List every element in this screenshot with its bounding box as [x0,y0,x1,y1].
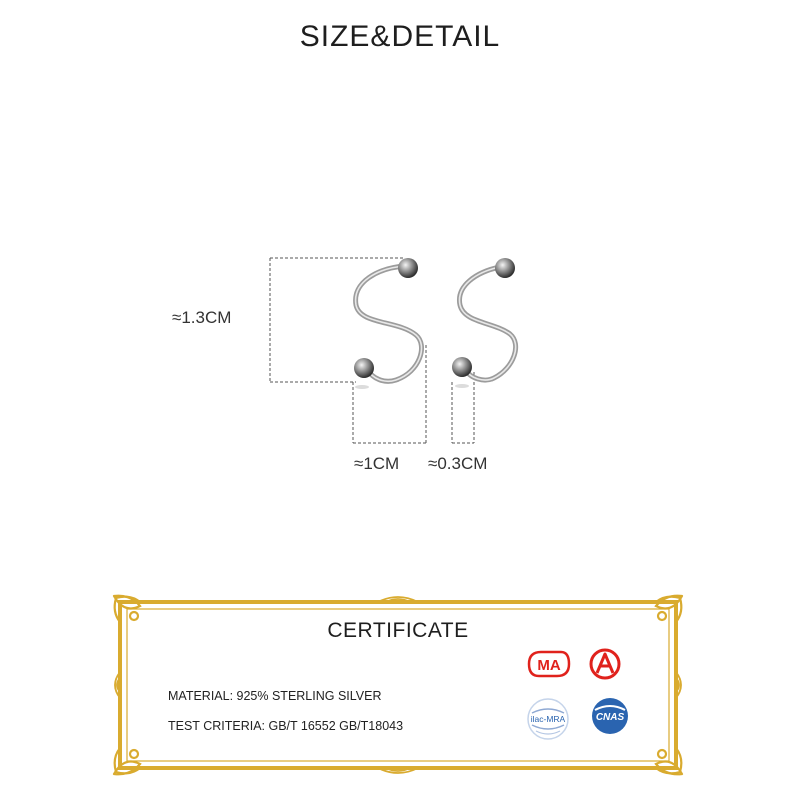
cnas-seal-icon [588,696,632,736]
earring-side-view [452,258,516,388]
certificate-title: CERTIFICATE [327,619,469,642]
thickness-dimension-label: ≈0.3CM [428,454,488,473]
thickness-guide [452,372,474,443]
cal-seal-icon [588,647,622,681]
test-criteria-text: TEST CRITERIA: GB/T 16552 GB/T18043 [168,719,404,733]
ilac-mra-seal-icon [524,695,572,743]
material-text: MATERIAL: 925% STERLING SILVER [168,689,382,703]
svg-text:ilac-MRA: ilac-MRA [530,714,566,724]
earring-front-view [354,258,422,389]
height-guide [270,258,404,382]
svg-text:MA: MA [537,657,561,674]
cma-seal-icon [525,649,573,679]
width-dimension-label: ≈1CM [354,454,400,473]
page-title: SIZE&DETAIL [299,20,501,53]
height-dimension-label: ≈1.3CM [172,308,232,327]
svg-text:CNAS: CNAS [595,712,625,723]
certificate-panel [110,592,686,778]
